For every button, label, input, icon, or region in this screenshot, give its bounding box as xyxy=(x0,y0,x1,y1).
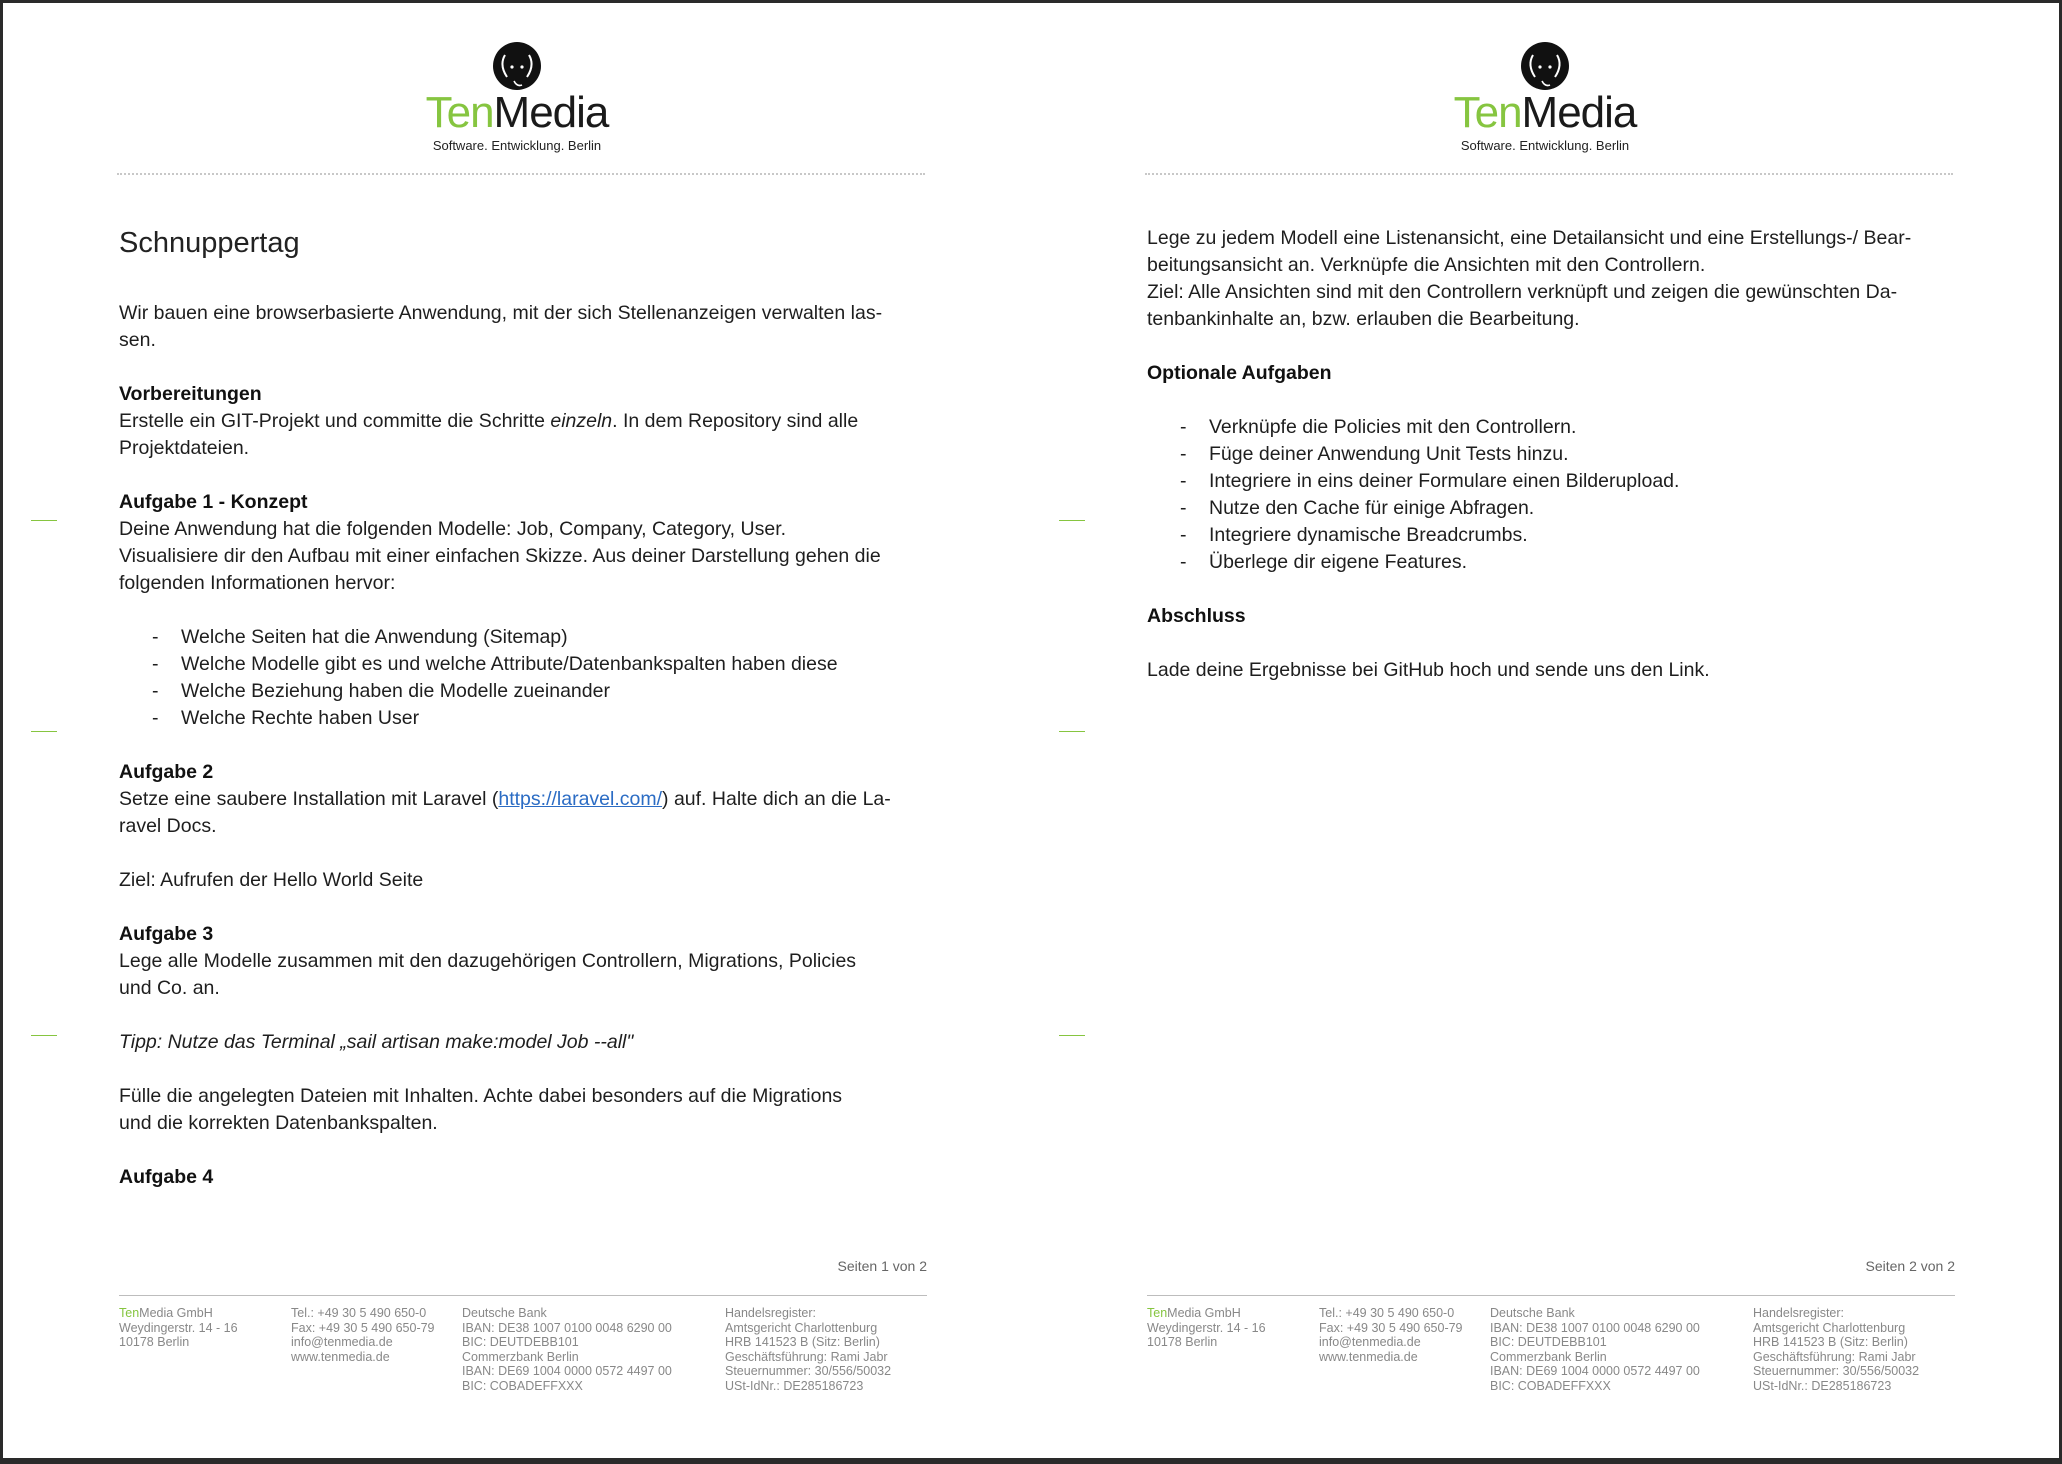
list-item: - Welche Rechte haben User xyxy=(152,705,931,732)
task-2-text: Setze eine saubere Installation mit Laravel (https://laravel.com/) auf. Halte dich an die La- xyxy=(119,788,891,810)
logo-tagline: Software. Entwicklung. Berlin xyxy=(432,138,602,153)
page-2-content xyxy=(1147,225,1959,684)
section-heading-task-2: Aufgabe 2 xyxy=(119,761,214,783)
list-item: - Füge deiner Anwendung Unit Tests hinzu. xyxy=(1180,441,1959,468)
optional-tasks-list xyxy=(1147,414,1959,576)
logo-wordmark: TenMedia xyxy=(1453,88,1637,137)
company-logo xyxy=(3,41,1031,151)
task-3-text: Lege alle Modelle zusammen mit den dazugehörigen Controllern, Migrations, Policies xyxy=(119,950,857,972)
footer-address: TenMedia GmbH Weydingerstr. 14 - 16 10178 Berlin xyxy=(1147,1306,1266,1349)
footer-contact: Tel.: +49 30 5 490 650-0 Fax: +49 30 5 490 650-79 info@tenmedia.de www.tenmedia.de xyxy=(1319,1306,1463,1364)
task-4-goal-cont: tenbankinhalte an, bzw. erlauben die Bearbeitung. xyxy=(1147,308,1580,330)
document-viewer[interactable] xyxy=(3,3,2059,1458)
page-2 xyxy=(1031,3,2059,1458)
list-item: - Überlege dir eigene Features. xyxy=(1180,549,1959,576)
page-number: Seiten 2 von 2 xyxy=(1865,1258,1955,1274)
logo-tagline: Software. Entwicklung. Berlin xyxy=(1460,138,1630,153)
footer-separator xyxy=(119,1295,927,1296)
punch-mark xyxy=(31,731,57,732)
preparation-text: Erstelle ein GIT-Projekt und committe die Schritte einzeln. In dem Repository sind alle xyxy=(119,410,859,432)
section-heading-task-1: Aufgabe 1 - Konzept xyxy=(119,491,308,513)
footer-separator xyxy=(1147,1295,1955,1296)
list-item: - Integriere in eins deiner Formulare einen Bilderupload. xyxy=(1180,468,1959,495)
task-2-goal: Ziel: Aufrufen der Hello World Seite xyxy=(119,869,424,891)
section-heading-task-4: Aufgabe 4 xyxy=(119,1166,214,1188)
list-item: - Welche Beziehung haben die Modelle zueinander xyxy=(152,678,931,705)
list-item: - Nutze den Cache für einige Abfragen. xyxy=(1180,495,1959,522)
page-1 xyxy=(3,3,1031,1458)
task-3-text-cont: und Co. an. xyxy=(119,977,220,999)
punch-mark xyxy=(1059,731,1085,732)
preparation-text-cont: Projektdateien. xyxy=(119,437,250,459)
task-4-goal: Ziel: Alle Ansichten sind mit den Controllern verknüpft und zeigen die gewünschten Da- xyxy=(1147,281,1898,303)
task-4-text: Lege zu jedem Modell eine Listenansicht, eine Detailansicht und eine Erstellungs-/ Bear- xyxy=(1147,227,1912,249)
intro-text: Wir bauen eine browserbasierte Anwendung, mit der sich Stellenanzeigen verwalten las- xyxy=(119,302,883,324)
list-item: - Verknüpfe die Policies mit den Controllern. xyxy=(1180,414,1959,441)
laravel-link[interactable]: https://laravel.com/ xyxy=(498,788,663,810)
list-item: - Integriere dynamische Breadcrumbs. xyxy=(1180,522,1959,549)
intro-text-cont: sen. xyxy=(119,329,156,351)
footer-address: TenMedia GmbH Weydingerstr. 14 - 16 10178 Berlin xyxy=(119,1306,238,1349)
fold-mark xyxy=(31,1035,57,1036)
list-item: - Welche Seiten hat die Anwendung (Sitemap) xyxy=(152,624,931,651)
section-heading-optional: Optionale Aufgaben xyxy=(1147,362,1332,384)
page-1-content xyxy=(119,225,931,1191)
task-1-text: Deine Anwendung hat die folgenden Modelle: Job, Company, Category, User. xyxy=(119,518,787,540)
fold-mark xyxy=(31,520,57,521)
closing-text: Lade deine Ergebnisse bei GitHub hoch und sende uns den Link. xyxy=(1147,659,1710,681)
section-heading-closing: Abschluss xyxy=(1147,605,1246,627)
task-3-tip: Tipp: Nutze das Terminal „sail artisan make:model Job --all" xyxy=(119,1031,634,1053)
footer-register: Handelsregister: Amtsgericht Charlottenburg HRB 141523 B (Sitz: Berlin) Geschäftsführung: Rami Jabr Steuernummer: 30/556/50032 USt-IdNr.: DE285186723 xyxy=(1753,1306,1920,1393)
footer-bank: Deutsche Bank IBAN: DE38 1007 0100 0048 6290 00 BIC: DEUTDEBB101 Commerzbank Berlin IBAN: DE69 1004 0000 0572 4497 00 BIC: COBADEFFXXX xyxy=(1490,1306,1700,1393)
page-title: Schnuppertag xyxy=(119,227,300,259)
task-3-fill-text-cont: und die korrekten Datenbankspalten. xyxy=(119,1112,438,1134)
fold-mark xyxy=(1059,1035,1085,1036)
task-1-text: Visualisiere dir den Aufbau mit einer einfachen Skizze. Aus deiner Darstellung gehen die xyxy=(119,545,881,567)
task-4-text: beitungsansicht an. Verknüpfe die Ansichten mit den Controllern. xyxy=(1147,254,1706,276)
page-number: Seiten 1 von 2 xyxy=(837,1258,927,1274)
company-logo xyxy=(1031,41,2059,151)
elephant-icon xyxy=(1515,41,1575,93)
fold-mark xyxy=(1059,520,1085,521)
footer-bank: Deutsche Bank IBAN: DE38 1007 0100 0048 6290 00 BIC: DEUTDEBB101 Commerzbank Berlin IBAN: DE69 1004 0000 0572 4497 00 BIC: COBADEFFXXX xyxy=(462,1306,672,1393)
header-separator xyxy=(1145,173,1953,175)
footer-contact: Tel.: +49 30 5 490 650-0 Fax: +49 30 5 490 650-79 info@tenmedia.de www.tenmedia.de xyxy=(291,1306,435,1364)
elephant-icon xyxy=(487,41,547,93)
list-item: - Welche Modelle gibt es und welche Attribute/Datenbankspalten haben diese xyxy=(152,651,931,678)
footer-register: Handelsregister: Amtsgericht Charlottenburg HRB 141523 B (Sitz: Berlin) Geschäftsführung: Rami Jabr Steuernummer: 30/556/50032 USt-IdNr.: DE285186723 xyxy=(725,1306,892,1393)
task-3-fill-text: Fülle die angelegten Dateien mit Inhalten. Achte dabei besonders auf die Migrations xyxy=(119,1085,843,1107)
task-2-text-cont: ravel Docs. xyxy=(119,815,217,837)
task-1-text: folgenden Informationen hervor: xyxy=(119,572,396,594)
logo-wordmark: TenMedia xyxy=(425,88,609,137)
section-heading-task-3: Aufgabe 3 xyxy=(119,923,214,945)
header-separator xyxy=(117,173,925,175)
task-1-list xyxy=(119,624,931,732)
section-heading-preparation: Vorbereitungen xyxy=(119,383,262,405)
